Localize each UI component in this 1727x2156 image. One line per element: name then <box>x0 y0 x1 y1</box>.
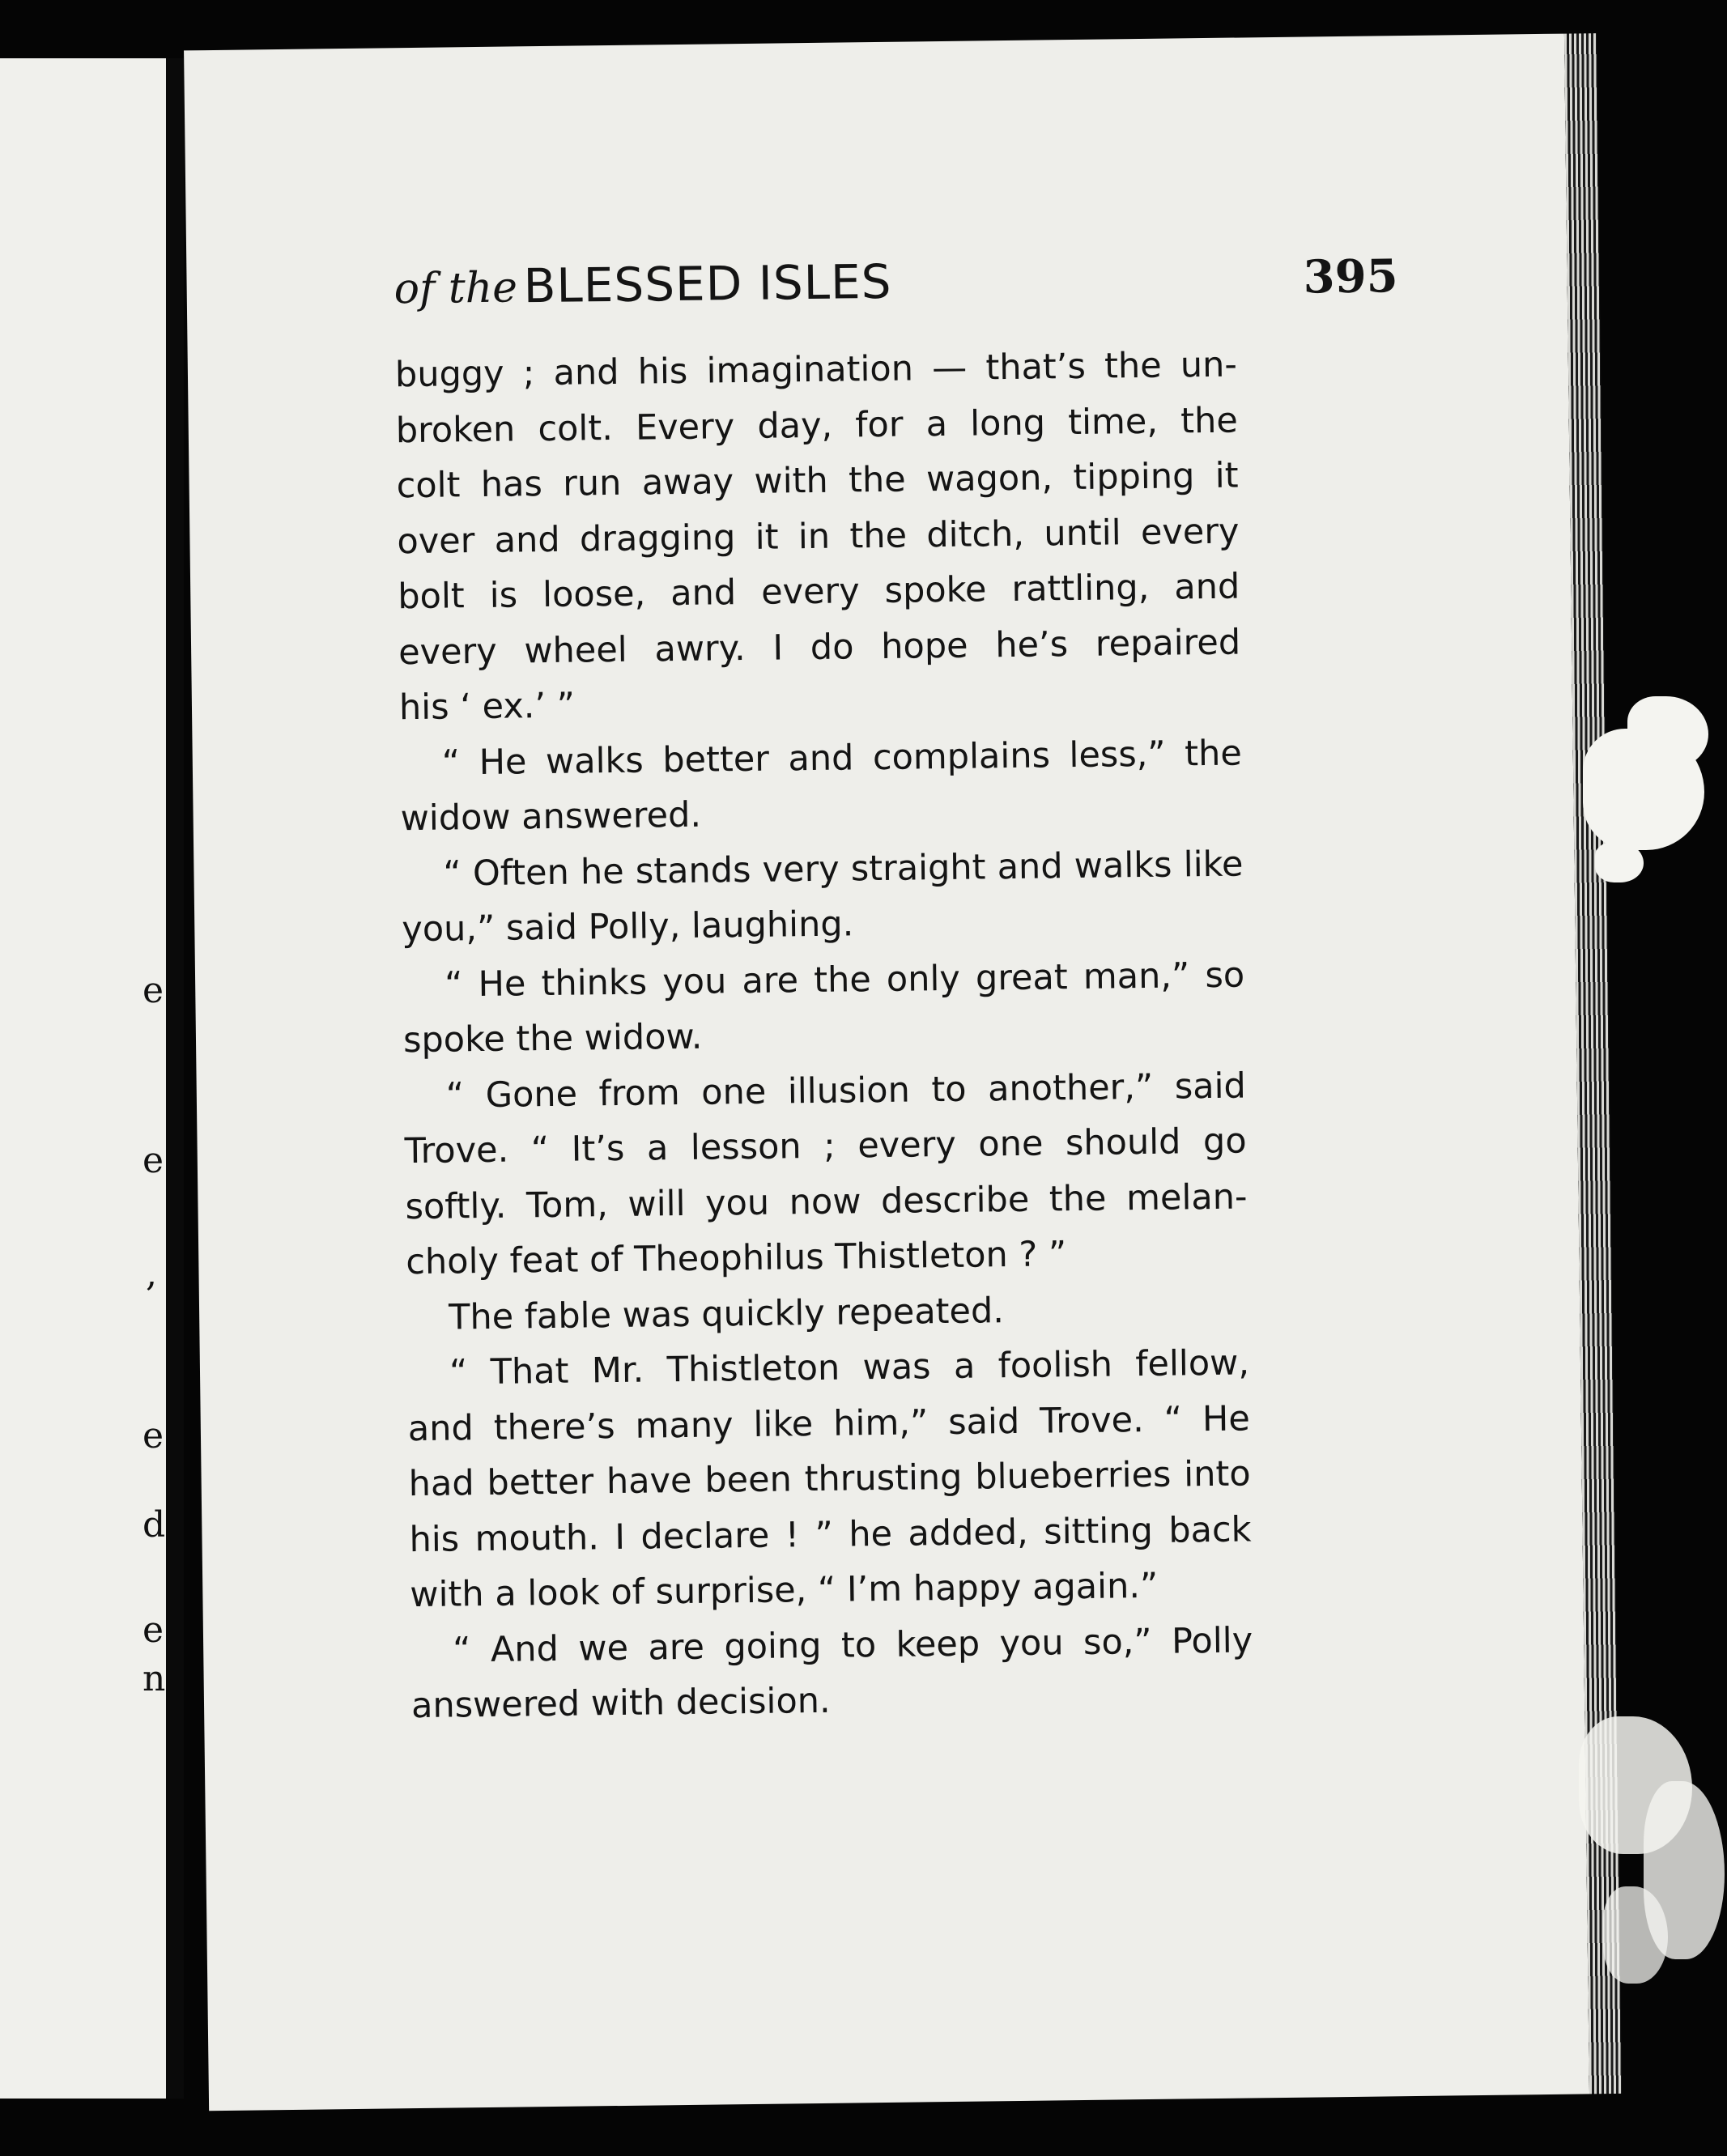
text-line: choly feat of Theophilus Thistleton ? ” <box>406 1234 1067 1283</box>
text-line: bolt is loose, and every spoke rattling, and <box>398 566 1240 618</box>
text-line: broken colt. Every day, for a long time, the <box>395 400 1239 451</box>
page-body <box>395 338 1254 1734</box>
text-line: colt has run away with the wagon, tipping it <box>396 455 1239 507</box>
torn-paper-fleck <box>1603 1886 1668 1984</box>
text-line: softly. Tom, will you now describe the melan- <box>405 1176 1248 1227</box>
text-line: his ‘ ex.’ ” <box>398 685 576 729</box>
text-line: widow answered. <box>400 794 702 840</box>
left-page-fragment: , <box>146 1253 157 1295</box>
text-line: with a look of surprise, “ I’m happy again.” <box>410 1565 1159 1616</box>
text-line: “ Often he stands very straight and walks like <box>443 844 1244 895</box>
text-line: answered with decision. <box>410 1680 831 1727</box>
torn-paper-fleck <box>1595 842 1644 882</box>
text-line: “ He thinks you are the only great man,” so <box>444 954 1245 1006</box>
text-line: had better have been thrusting blueberries into <box>408 1453 1251 1505</box>
text-line: you,” said Polly, laughing. <box>402 904 854 950</box>
running-head-prefix: of the <box>393 263 518 314</box>
book-page <box>184 34 1589 2111</box>
torn-paper-fleck <box>1627 696 1708 769</box>
left-page-fragment: e <box>142 1415 164 1456</box>
text-line: spoke the widow. <box>402 1016 703 1061</box>
book-gutter <box>166 58 184 2099</box>
text-line: “ He walks better and complains less,” the <box>441 733 1243 784</box>
text-line: The fable was quickly repeated. <box>448 1290 1005 1338</box>
text-line: his mouth. I declare ! ” he added, sitting back <box>409 1508 1252 1560</box>
text-line: every wheel awry. I do hope he’s repaired <box>398 622 1241 673</box>
text-line: over and dragging it in the ditch, until every <box>397 511 1240 562</box>
text-line: buggy ; and his imagination — that’s the un- <box>394 344 1238 396</box>
previous-page-edge <box>0 58 166 2099</box>
text-line: “ Gone from one illusion to another,” said <box>445 1065 1247 1116</box>
left-page-fragment: e <box>142 1140 164 1181</box>
text-line: Trove. “ It’s a lesson ; every one should go <box>404 1121 1247 1172</box>
page-number: 395 <box>1303 249 1398 304</box>
left-page-fragment: n <box>142 1658 166 1699</box>
text-line: “ And we are going to keep you so,” Polly <box>452 1619 1253 1671</box>
running-head-title: BLESSED ISLES <box>523 253 892 314</box>
left-page-fragment: d <box>142 1504 166 1546</box>
text-line: “ That Mr. Thistleton was a foolish fellow, <box>449 1342 1250 1393</box>
text-line: and there’s many like him,” said Trove. “ He <box>407 1397 1251 1449</box>
running-head <box>393 245 1398 330</box>
left-page-fragment: e <box>142 970 164 1011</box>
left-page-fragment: e <box>142 1610 164 1651</box>
